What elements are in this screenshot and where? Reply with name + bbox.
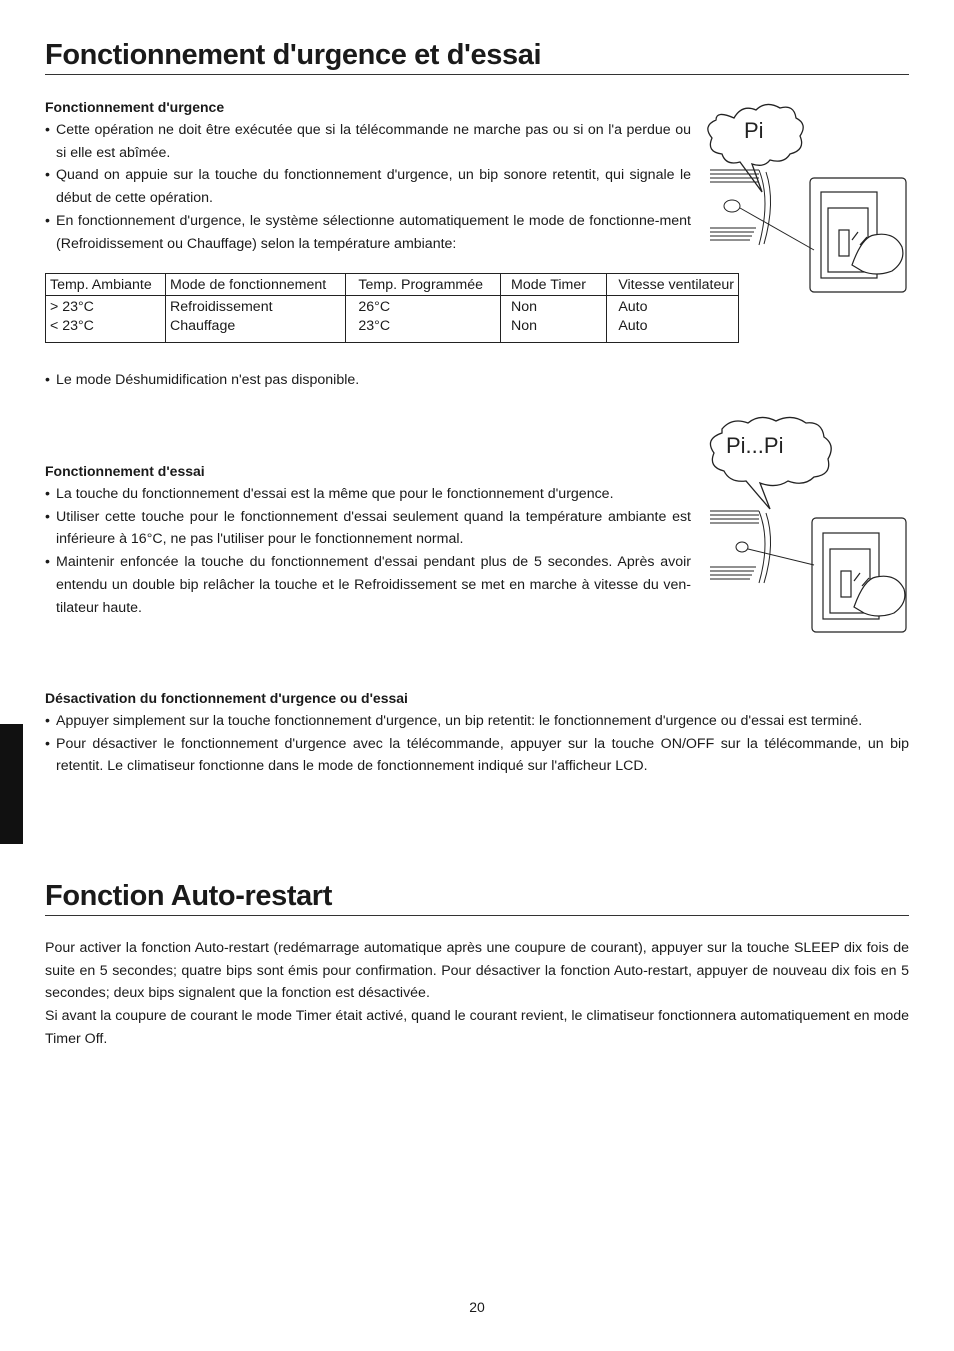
table-row bbox=[46, 317, 739, 343]
table-row bbox=[46, 296, 739, 318]
paragraph-text: Si avant la coupure de courant le mode Timer était activé, quand le courant revient, le climatiseur fonctionnera automatiquement en mode Timer Off. bbox=[45, 1008, 909, 1047]
table-cell: < 23°C bbox=[46, 317, 166, 343]
side-language-tab bbox=[0, 724, 23, 844]
section-title-auto-restart: Fonction Auto-restart bbox=[45, 879, 909, 916]
table-cell: Auto bbox=[607, 317, 739, 343]
subheading-essai: Fonctionnement d'essai bbox=[45, 463, 205, 479]
table-cell: Chauffage bbox=[166, 317, 346, 343]
urgence-note-list bbox=[45, 369, 745, 392]
auto-restart-paragraph bbox=[45, 937, 909, 1051]
table-header-cell: Temp. Programmée bbox=[346, 274, 501, 296]
essai-bullet-list bbox=[45, 483, 691, 619]
list-item: • Appuyer simplement sur la touche fonctionnement d'urgence, un bip retentit: le fonctionnement d'urgence ou d'essai est terminé. bbox=[45, 710, 909, 733]
subheading-urgence: Fonctionnement d'urgence bbox=[45, 99, 225, 115]
list-item: • Le mode Déshumidification n'est pas disponible. bbox=[45, 369, 745, 392]
table-header-cell: Vitesse ventilateur bbox=[607, 274, 739, 296]
subheading-desactivation: Désactivation du fonctionnement d'urgence ou d'essai bbox=[45, 690, 408, 706]
table-cell: > 23°C bbox=[46, 296, 166, 318]
list-item: • Utiliser cette touche pour le fonctionnement d'essai seulement quand la température ambiante est inférieure à 16°C, ne pas l'utiliser pour le fonctionnement normal. bbox=[45, 506, 691, 551]
list-item: • Cette opération ne doit être exécutée que si la télécommande ne marche pas ou si on l'a perdue ou si elle est abîmée. bbox=[45, 119, 691, 164]
table-cell: Refroidissement bbox=[166, 296, 346, 318]
desactivation-bullet-list bbox=[45, 710, 909, 778]
urgence-mode-table bbox=[45, 273, 739, 343]
table-header-cell: Temp. Ambiante bbox=[46, 274, 166, 296]
list-item: • Pour désactiver le fonctionnement d'urgence avec la télécommande, appuyer sur la touche ON/OFF sur la télécommande, un bip retentit. Le climatiseur fonctionne dans le mode de fonctionnement indiqué sur l'afficheur LCD. bbox=[45, 733, 909, 778]
table-cell: 23°C bbox=[346, 317, 501, 343]
table-cell: Non bbox=[501, 317, 607, 343]
list-item: • Quand on appuie sur la touche du fonctionnement d'urgence, un bip sonore retentit, qui signale le début de cette opération. bbox=[45, 164, 691, 209]
list-item: • Maintenir enfoncée la touche du fonctionnement d'essai pendant plus de 5 secondes. Après avoir entendu un double bip relâcher la touche et le Refroidissement se met en marche à vitesse du ven-tilateur haute. bbox=[45, 551, 691, 619]
emergency-button-illustration bbox=[704, 100, 914, 300]
table-header-row bbox=[46, 274, 739, 296]
list-item: • En fonctionnement d'urgence, le système sélectionne automatiquement le mode de fonctionne-ment (Refroidissement ou Chauffage) selon la température ambiante: bbox=[45, 210, 691, 255]
table-cell: Non bbox=[501, 296, 607, 318]
table-header-cell: Mode de fonctionnement bbox=[166, 274, 346, 296]
urgence-bullet-list bbox=[45, 119, 691, 255]
bubble-text: Pi bbox=[744, 118, 764, 143]
page-number: 20 bbox=[469, 1299, 485, 1315]
speech-bubble-icon bbox=[710, 417, 831, 509]
table-header-cell: Mode Timer bbox=[501, 274, 607, 296]
table-cell: Auto bbox=[607, 296, 739, 318]
bubble-text: Pi...Pi bbox=[726, 433, 784, 458]
button-panel-icon bbox=[812, 518, 906, 632]
table-cell: 26°C bbox=[346, 296, 501, 318]
ac-unit-icon bbox=[710, 170, 814, 250]
ac-unit-icon bbox=[710, 511, 814, 583]
test-button-illustration bbox=[704, 415, 914, 637]
section-title-urgence-essai: Fonctionnement d'urgence et d'essai bbox=[45, 38, 909, 75]
button-panel-icon bbox=[810, 178, 906, 292]
list-item: • La touche du fonctionnement d'essai est la même que pour le fonctionnement d'urgence. bbox=[45, 483, 691, 506]
paragraph-text: Pour activer la fonction Auto-restart (redémarrage automatique après une coupure de courant), appuyer sur la touche SLEEP dix fois de suite en 5 secondes; quatre bips sont émis pour confirmation. Pour désactiver la fonction Auto-restart, appuyer de nouveau dix fois en 5 secondes; deux bips signalent que la fonction est désactivée. bbox=[45, 940, 909, 1002]
